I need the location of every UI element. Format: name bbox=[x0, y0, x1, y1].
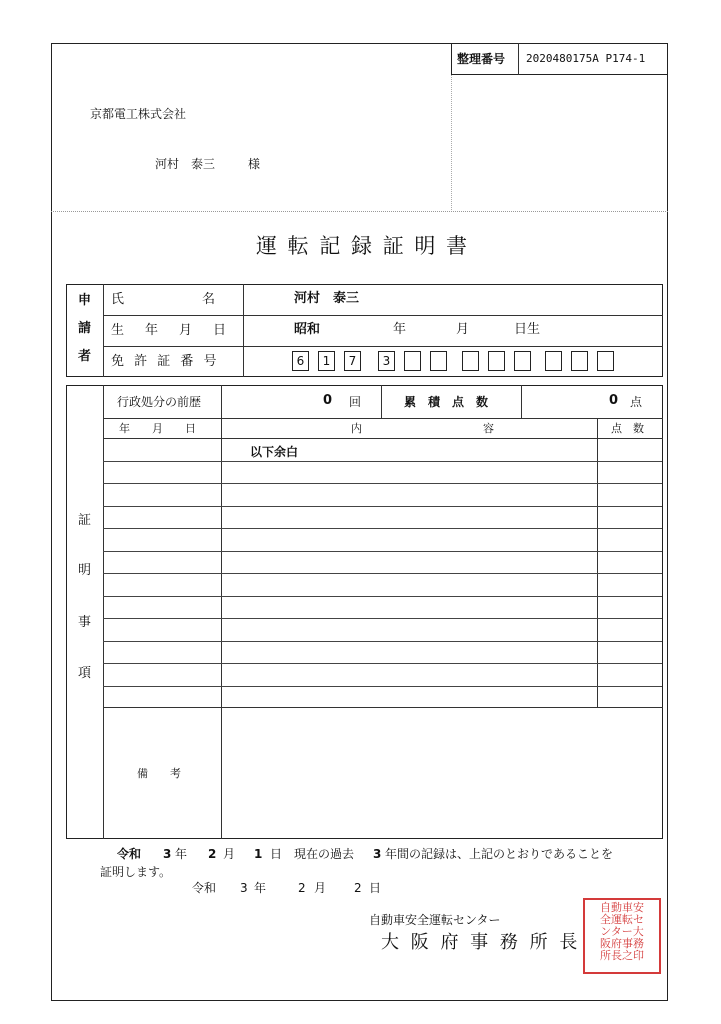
dob-month-suffix: 月 bbox=[456, 322, 470, 337]
record-row-line bbox=[103, 551, 662, 552]
col-date-header: 年 月 日 bbox=[119, 422, 196, 435]
record-row-line bbox=[103, 461, 662, 462]
issue-year-suffix: 年 bbox=[254, 881, 267, 895]
dob-era: 昭和 bbox=[294, 322, 321, 337]
license-digit bbox=[545, 351, 562, 371]
prior-unit: 回 bbox=[349, 395, 362, 409]
prior-label: 行政処分の前歴 bbox=[117, 395, 202, 409]
license-digit: 6 bbox=[292, 351, 309, 371]
license-digit bbox=[488, 351, 505, 371]
license-digit bbox=[571, 351, 588, 371]
reference-label: 整理番号 bbox=[457, 52, 506, 66]
name-label: 氏 名 bbox=[111, 292, 216, 307]
cert-section-char-4: 項 bbox=[78, 666, 92, 681]
seal-text: 自動車安 bbox=[600, 901, 644, 914]
license-digit bbox=[430, 351, 447, 371]
seal-text: 全運転セ bbox=[600, 913, 644, 926]
statement-day-suffix: 日 bbox=[270, 847, 283, 861]
issuer-org: 自動車安全運転センター bbox=[369, 913, 501, 927]
license-digit bbox=[514, 351, 531, 371]
document-title: 運 転 記 録 証 明 書 bbox=[256, 234, 470, 258]
dob-day-suffix: 日生 bbox=[514, 322, 541, 337]
reference-number: 2020480175A P174-1 bbox=[526, 52, 646, 65]
statement-era: 令和 bbox=[117, 847, 142, 861]
license-digit: 1 bbox=[318, 351, 335, 371]
statement-year: 3 bbox=[163, 847, 172, 861]
record-row-line bbox=[103, 573, 662, 574]
record-row-line bbox=[103, 483, 662, 484]
license-digit bbox=[404, 351, 421, 371]
statement-line-2: 証明します。 bbox=[100, 865, 172, 879]
seal-text: 阪府事務 bbox=[600, 937, 644, 950]
recipient-honorific: 様 bbox=[248, 157, 261, 171]
license-digit: 7 bbox=[344, 351, 361, 371]
license-digit bbox=[597, 351, 614, 371]
points-value: 0 bbox=[609, 393, 619, 408]
issuer-title: 大 阪 府 事 務 所 長 bbox=[381, 932, 581, 953]
col-content-header: 内 容 bbox=[351, 422, 494, 435]
remarks-label: 備 考 bbox=[137, 767, 181, 780]
seal-text: 所長之印 bbox=[600, 949, 644, 962]
cert-section-char-1: 証 bbox=[78, 513, 92, 528]
cert-section-char-3: 事 bbox=[78, 615, 92, 630]
record-row-line bbox=[103, 641, 662, 642]
points-unit: 点 bbox=[630, 395, 643, 409]
applicant-section-char-1: 申 bbox=[78, 293, 92, 308]
statement-text-a: 現在の過去 bbox=[294, 847, 355, 861]
issue-day-suffix: 日 bbox=[369, 881, 382, 895]
statement-period: 3 bbox=[373, 847, 382, 861]
record-row-line bbox=[103, 618, 662, 619]
issue-month-suffix: 月 bbox=[314, 881, 327, 895]
official-seal bbox=[583, 898, 661, 974]
statement-month: 2 bbox=[208, 847, 217, 861]
issue-era: 令和 bbox=[192, 881, 217, 895]
first-entry: 以下余白 bbox=[250, 445, 299, 459]
statement-day: 1 bbox=[254, 847, 263, 861]
name-value: 河村 泰三 bbox=[294, 291, 360, 306]
dob-label: 生 年 月 日 bbox=[111, 323, 231, 338]
issue-day: 2 bbox=[354, 881, 362, 895]
issue-month: 2 bbox=[298, 881, 306, 895]
points-label: 累 積 点 数 bbox=[404, 395, 489, 409]
cert-section-char-2: 明 bbox=[78, 563, 92, 578]
statement-year-suffix: 年 bbox=[175, 847, 188, 861]
seal-text: ンター大 bbox=[600, 925, 644, 938]
record-row-line bbox=[103, 528, 662, 529]
license-digit bbox=[462, 351, 479, 371]
record-row-line bbox=[103, 686, 662, 687]
statement-month-suffix: 月 bbox=[223, 847, 236, 861]
col-points-header: 点 数 bbox=[611, 422, 644, 435]
dob-year-suffix: 年 bbox=[393, 322, 407, 337]
license-label: 免 許 証 番 号 bbox=[111, 354, 220, 369]
recipient-name: 河村 泰三 bbox=[155, 157, 216, 171]
company-name: 京都電工株式会社 bbox=[90, 107, 187, 121]
issue-year: 3 bbox=[240, 881, 248, 895]
applicant-section-char-2: 請 bbox=[78, 321, 92, 336]
applicant-section-char-3: 者 bbox=[78, 349, 92, 364]
prior-value: 0 bbox=[323, 393, 333, 408]
fold-line bbox=[51, 211, 668, 212]
record-row-line bbox=[103, 663, 662, 664]
statement-text-b: 年間の記録は、上記のとおりであることを bbox=[385, 847, 614, 861]
record-row-line bbox=[103, 596, 662, 597]
license-digit: 3 bbox=[378, 351, 395, 371]
record-row-line bbox=[103, 506, 662, 507]
